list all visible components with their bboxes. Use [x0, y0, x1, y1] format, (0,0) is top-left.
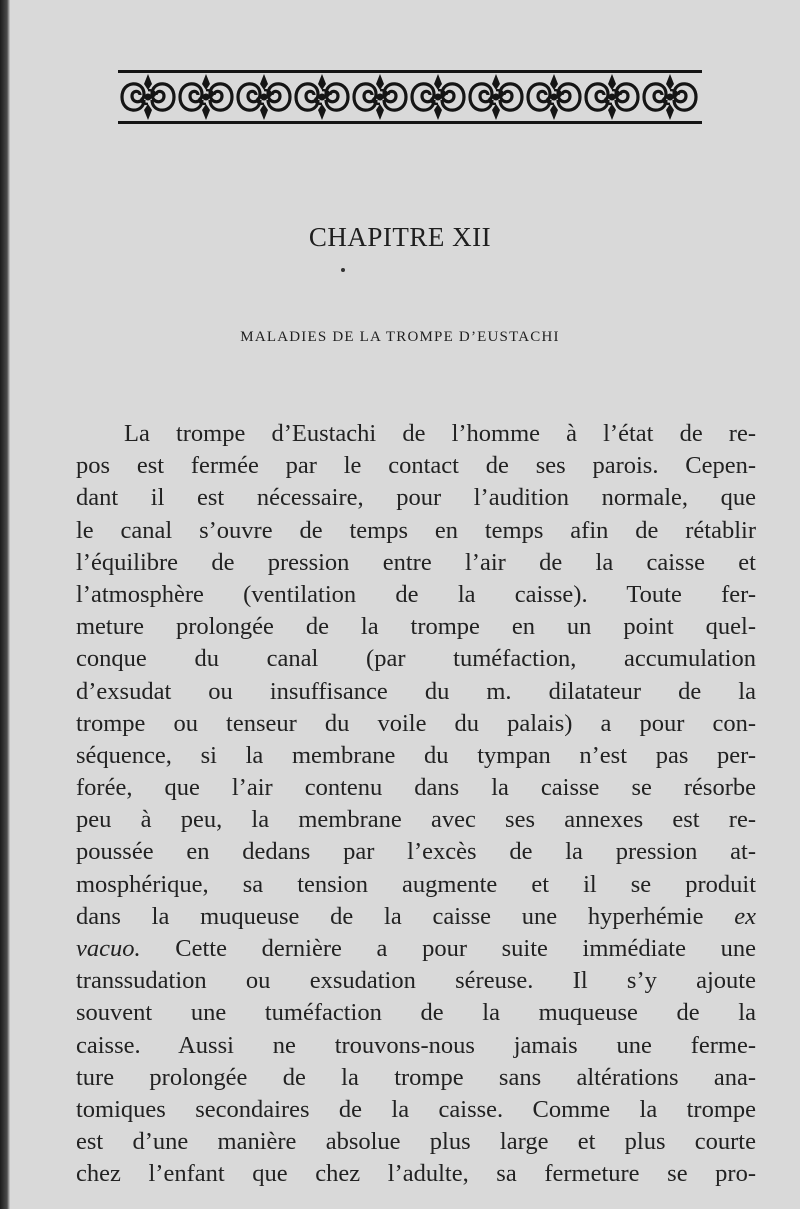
chapter-title: CHAPITRE XII [308, 222, 492, 252]
text-line: séquence, si la membrane du tympan n’est pas per- [76, 741, 756, 769]
text-line: ture prolongée de la trompe sans altérations ana- [76, 1063, 756, 1091]
page-edge-shadow [0, 0, 10, 1209]
text-line: conque du canal (par tuméfaction, accumulation [76, 645, 756, 673]
text-line: transsudation ou exsudation séreuse. Il s’y ajoute [76, 967, 756, 995]
text-line: forée, que l’air contenu dans la caisse se résorbe [76, 774, 756, 802]
text-line: dant il est nécessaire, pour l’audition normale, que [76, 484, 756, 512]
italic-text: ex [734, 902, 756, 930]
text-line: l’équilibre de pression entre l’air de la caisse et [76, 548, 756, 576]
text-line: mosphérique, sa tension augmente et il se produit [76, 870, 756, 898]
text-line: tomiques secondaires de la caisse. Comme la trompe [76, 1095, 756, 1123]
text-line: meture prolongée de la trompe en un point quel- [76, 613, 756, 641]
body-paragraph [76, 418, 756, 1191]
text-line: pos est fermée par le contact de ses parois. Cepen- [76, 452, 756, 480]
text-line: d’exsudat ou insuffisance du m. dilatateur de la [76, 677, 756, 705]
text-line: caisse. Aussi ne trouvons-nous jamais une ferme- [76, 1031, 756, 1059]
text-line [76, 901, 756, 933]
ink-dot [341, 268, 345, 272]
text-line: trompe ou tenseur du voile du palais) a pour con- [76, 709, 756, 737]
text-line: souvent une tuméfaction de la muqueuse de la [76, 999, 756, 1027]
text-line: le canal s’ouvre de temps en temps afin de rétablir [76, 516, 756, 544]
text-segment: dans la muqueuse de la caisse une hyperhémie [76, 902, 704, 930]
chapter-subtitle: MALADIES DE LA TROMPE D’EUSTACHI [240, 329, 560, 345]
italic-text: vacuo. [76, 935, 141, 962]
text-line: est d’une manière absolue plus large et plus courte [76, 1128, 756, 1156]
decorative-header-ornament [118, 68, 702, 126]
text-line: l’atmosphère (ventilation de la caisse). Toute fer- [76, 580, 756, 608]
text-line: poussée en dedans par l’excès de la pression at- [76, 838, 756, 866]
text-line: peu à peu, la membrane avec ses annexes est re- [76, 806, 756, 834]
text-line [76, 933, 756, 965]
text-segment: Cette dernière a pour suite immédiate une [140, 935, 756, 962]
text-line: La trompe d’Eustachi de l’homme à l’état de re- [124, 420, 756, 447]
text-line: chez l’enfant que chez l’adulte, sa fermeture se pro- [76, 1160, 756, 1188]
